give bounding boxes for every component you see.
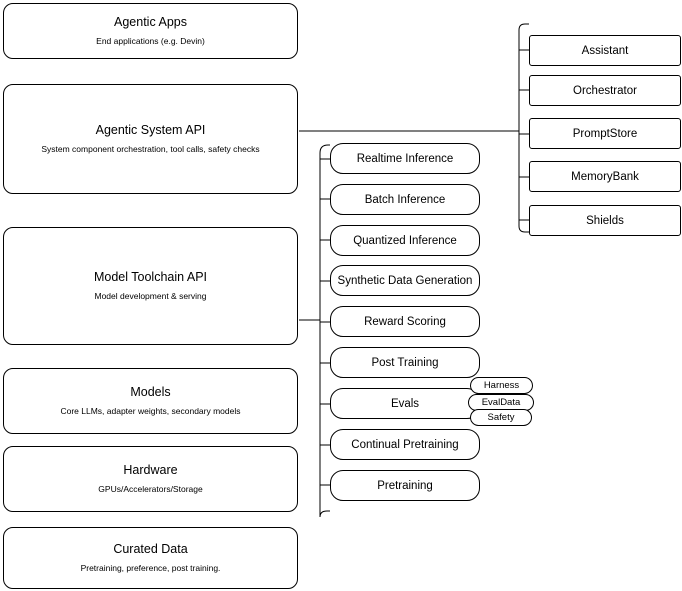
- toolchain-item-continual-pretraining[interactable]: [330, 429, 480, 460]
- stack-node-model-toolchain-api[interactable]: [3, 227, 298, 345]
- agentic-item-orchestrator[interactable]: [529, 75, 681, 106]
- evals-child-harness[interactable]: [470, 377, 533, 394]
- agentic-item-promptstore[interactable]: [529, 118, 681, 149]
- stack-node-title: Hardware: [123, 463, 178, 477]
- stack-node-subtitle: End applications (e.g. Devin): [96, 36, 205, 46]
- toolchain-item-reward-scoring[interactable]: [330, 306, 480, 337]
- agentic-item-label: PromptStore: [572, 127, 638, 140]
- stack-node-subtitle: Core LLMs, adapter weights, secondary models: [60, 406, 241, 416]
- stack-node-hardware[interactable]: [3, 446, 298, 512]
- toolchain-item-synthetic-data-generation[interactable]: [330, 265, 480, 296]
- agentic-item-label: MemoryBank: [571, 170, 639, 183]
- toolchain-item-label: Realtime Inference: [356, 152, 454, 165]
- agentic-item-label: Shields: [586, 214, 624, 227]
- evals-child-label: Safety: [487, 412, 515, 423]
- toolchain-item-label: Reward Scoring: [364, 315, 446, 328]
- stack-node-title: Agentic Apps: [114, 15, 187, 29]
- evals-child-label: EvalData: [481, 397, 521, 408]
- stack-node-curated-data[interactable]: [3, 527, 298, 589]
- toolchain-item-label: Quantized Inference: [353, 234, 457, 247]
- toolchain-item-label: Batch Inference: [364, 193, 446, 206]
- stack-node-subtitle: System component orchestration, tool calls, safety checks: [41, 144, 260, 154]
- stack-node-title: Curated Data: [113, 542, 188, 556]
- agentic-item-label: Orchestrator: [573, 84, 637, 97]
- evals-child-safety[interactable]: [470, 409, 532, 426]
- toolchain-item-batch-inference[interactable]: [330, 184, 480, 215]
- stack-node-title: Model Toolchain API: [93, 270, 208, 284]
- stack-node-models[interactable]: [3, 368, 298, 434]
- toolchain-item-evals[interactable]: [330, 388, 480, 419]
- agentic-item-shields[interactable]: [529, 205, 681, 236]
- agentic-item-memorybank[interactable]: [529, 161, 681, 192]
- stack-node-agentic-system-api[interactable]: [3, 84, 298, 194]
- toolchain-item-pretraining[interactable]: [330, 470, 480, 501]
- stack-node-subtitle: Model development & serving: [94, 291, 207, 301]
- toolchain-item-realtime-inference[interactable]: [330, 143, 480, 174]
- toolchain-item-label: Synthetic Data Generation: [337, 274, 473, 287]
- toolchain-item-label: Evals: [390, 397, 420, 410]
- agentic-item-assistant[interactable]: [529, 35, 681, 66]
- toolchain-item-quantized-inference[interactable]: [330, 225, 480, 256]
- stack-node-subtitle: Pretraining, preference, post training.: [80, 563, 221, 573]
- evals-child-label: Harness: [483, 380, 520, 391]
- toolchain-item-label: Pretraining: [377, 479, 433, 492]
- agentic-item-label: Assistant: [581, 44, 629, 57]
- stack-node-agentic-apps[interactable]: [3, 3, 298, 59]
- toolchain-item-post-training[interactable]: [330, 347, 480, 378]
- stack-node-title: Agentic System API: [95, 123, 206, 137]
- toolchain-item-label: Continual Pretraining: [351, 438, 459, 451]
- stack-node-subtitle: GPUs/Accelerators/Storage: [98, 484, 203, 494]
- stack-node-title: Models: [130, 385, 171, 399]
- toolchain-item-label: Post Training: [371, 356, 439, 369]
